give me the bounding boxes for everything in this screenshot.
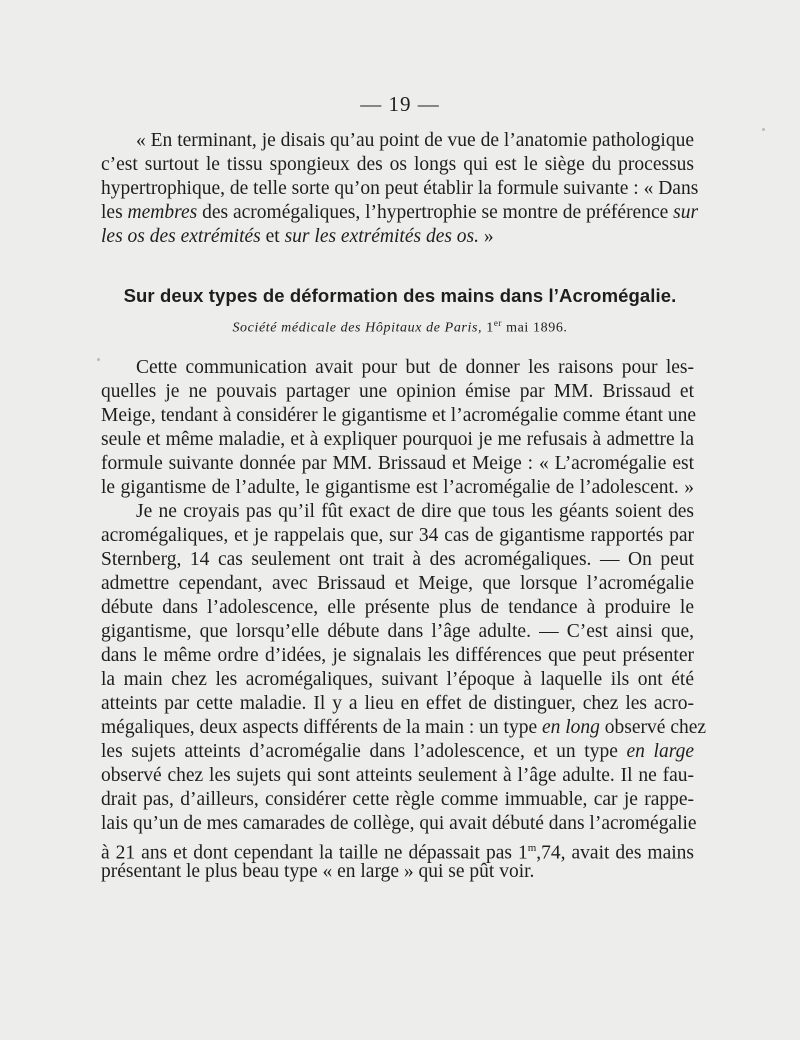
- body-line: présentant le plus beau type « en large » qui se pût voir.: [101, 861, 535, 882]
- body-line: débute dans l’adolescence, elle présente plus de tendance à produire le: [101, 597, 694, 618]
- body-line: Cette communication avait pour but de donner les raisons pour les-: [136, 357, 694, 378]
- body-line: à 21 ans et dont cependant la taille ne dépassait pas 1$^m$,74, avait des mains: [101, 842, 695, 864]
- body-line: les sujets atteints d’acromégalie dans l’adolescence, et un type en large: [101, 741, 694, 762]
- body-line: Sternberg, 14 cas seulement ont trait à des acromégaliques. — On peut: [101, 549, 694, 570]
- quote-line: c’est surtout le tissu spongieux des os longs qui est le siège du processus: [101, 154, 694, 175]
- section-citation: Société médicale des Hôpitaux de Paris, 1er mai 1896.: [232, 318, 568, 336]
- body-line: acromégaliques, et je rappelais que, sur 34 cas de gigantisme rapportés par: [101, 525, 694, 546]
- body-line: drait pas, d’ailleurs, considérer cette règle comme immuable, car je rappe-: [101, 789, 694, 810]
- body-line: gigantisme, que lorsqu’elle débute dans l’âge adulte. — C’est ainsi que,: [101, 621, 694, 642]
- body-line: seule et même maladie, et à expliquer pourquoi je me refusais à admettre la: [101, 429, 694, 450]
- quote-line: les membres des acromégaliques, l’hypertrophie se montre de préférence sur: [101, 202, 699, 223]
- body-line: atteints par cette maladie. Il y a lieu en effet de distinguer, chez les acro-: [101, 693, 694, 714]
- body-line: Je ne croyais pas qu’il fût exact de dire que tous les géants soient des: [136, 501, 694, 522]
- body-line: quelles je ne pouvais partager une opinion émise par MM. Brissaud et: [101, 381, 694, 402]
- page-number: — 19 —: [360, 92, 440, 116]
- body-line: dans le même ordre d’idées, je signalais les différences que peut présenter: [101, 645, 694, 666]
- body-line: observé chez les sujets qui sont atteints seulement à l’âge adulte. Il ne fau-: [101, 765, 694, 786]
- scan-speck: [762, 128, 765, 131]
- body-line: mégaliques, deux aspects différents de la main : un type en long observé chez: [101, 717, 707, 738]
- scan-speck: [97, 358, 100, 361]
- body-line: formule suivante donnée par MM. Brissaud et Meige : « L’acromégalie est: [101, 453, 694, 474]
- body-line: admettre cependant, avec Brissaud et Meige, que lorsque l’acromégalie: [101, 573, 694, 594]
- quote-line: les os des extrémités et sur les extrémités des os. »: [101, 226, 494, 247]
- body-line: le gigantisme de l’adulte, le gigantisme est l’acromégalie de l’adolescent. »: [101, 477, 694, 498]
- section-title: Sur deux types de déformation des mains dans l’Acromégalie.: [123, 285, 677, 306]
- quote-line: « En terminant, je disais qu’au point de vue de l’anatomie pathologique: [136, 130, 694, 151]
- body-line: lais qu’un de mes camarades de collège, qui avait débuté dans l’acromégalie: [101, 813, 697, 834]
- body-line: la main chez les acromégaliques, suivant l’époque à laquelle ils ont été: [101, 669, 694, 690]
- quote-line: hypertrophique, de telle sorte qu’on peut établir la formule suivante : « Dans: [101, 178, 699, 199]
- body-line: Meige, tendant à considérer le gigantisme et l’acromégalie comme étant une: [101, 405, 697, 426]
